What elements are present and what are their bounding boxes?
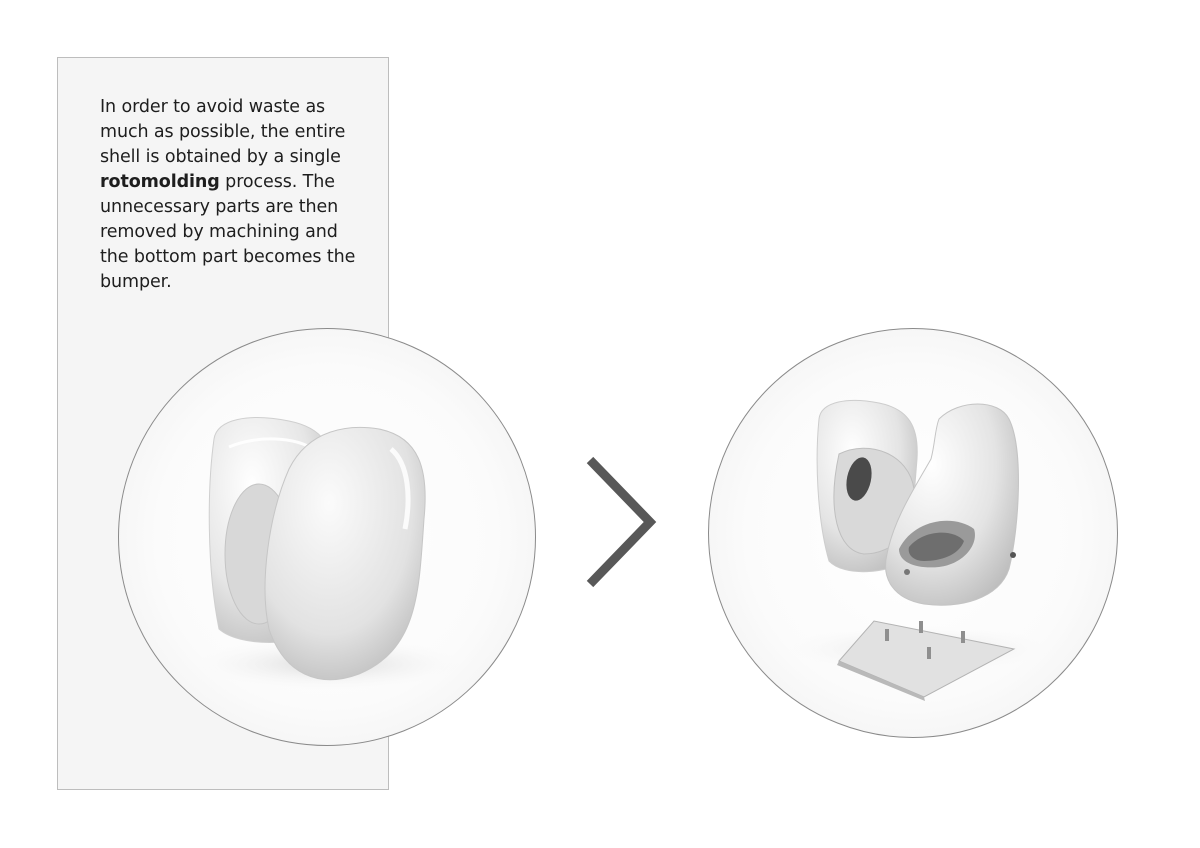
description-after: process. The unnecessary parts are then removed by machining and the bottom part becomes the bumper. <box>100 172 356 292</box>
after-parts-image <box>708 328 1118 738</box>
description-text <box>100 95 370 295</box>
machined-parts-render <box>709 329 1118 738</box>
description-before: In order to avoid waste as much as possible, the entire shell is obtained by a single <box>100 97 346 167</box>
description-emphasis: rotomolding <box>100 172 220 192</box>
whole-shell-render <box>119 329 536 746</box>
chevron-right-icon <box>580 452 664 592</box>
before-shell-image <box>118 328 536 746</box>
